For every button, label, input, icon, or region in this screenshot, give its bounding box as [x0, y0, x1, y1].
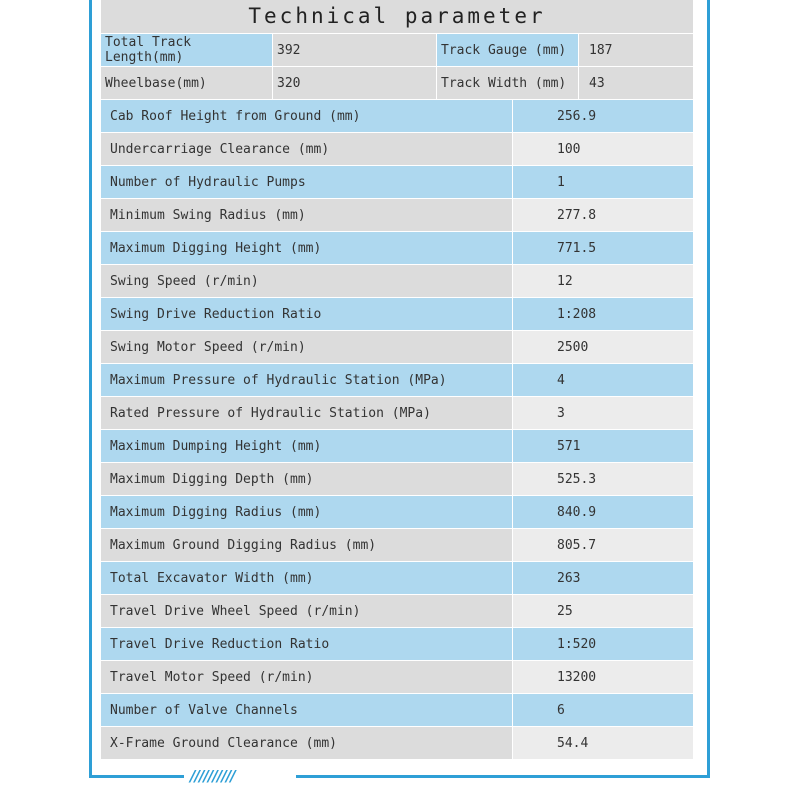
param-label: Track Gauge (mm) — [437, 34, 579, 66]
param-label: Swing Speed (r/min) — [101, 265, 513, 297]
param-value: 1:520 — [513, 628, 693, 660]
table-row — [101, 628, 693, 661]
table-row — [101, 430, 693, 463]
param-label: Total Track Length(mm) — [101, 34, 273, 66]
param-label: Minimum Swing Radius (mm) — [101, 199, 513, 231]
param-value: 43 — [589, 75, 605, 91]
header-row — [101, 34, 693, 67]
param-value: 4 — [513, 364, 693, 396]
param-value: 100 — [513, 133, 693, 165]
param-value: 6 — [513, 694, 693, 726]
table-row — [101, 199, 693, 232]
frame-right-border — [707, 0, 710, 778]
param-label: Rated Pressure of Hydraulic Station (MPa) — [101, 397, 513, 429]
param-value: 1 — [513, 166, 693, 198]
param-label: Cab Roof Height from Ground (mm) — [101, 100, 513, 132]
param-label: Maximum Dumping Height (mm) — [101, 430, 513, 462]
param-value: 392 — [273, 34, 437, 66]
table-row — [101, 463, 693, 496]
param-label: Travel Drive Reduction Ratio — [101, 628, 513, 660]
param-label: Swing Motor Speed (r/min) — [101, 331, 513, 363]
param-label: Wheelbase(mm) — [101, 67, 273, 99]
param-label: Maximum Digging Height (mm) — [101, 232, 513, 264]
frame-bottom-border-left — [89, 775, 184, 778]
param-value: 277.8 — [513, 199, 693, 231]
param-value: 187 — [579, 34, 693, 66]
frame-left-border — [89, 0, 92, 778]
param-value: 13200 — [513, 661, 693, 693]
param-label: Number of Valve Channels — [101, 694, 513, 726]
table-row — [101, 562, 693, 595]
slash-decoration: ////////// — [190, 767, 235, 785]
table-row — [101, 232, 693, 265]
param-label: Travel Drive Wheel Speed (r/min) — [101, 595, 513, 627]
table-row — [101, 133, 693, 166]
param-value: 263 — [513, 562, 693, 594]
table-row — [101, 298, 693, 331]
param-label: Maximum Digging Radius (mm) — [101, 496, 513, 528]
table-row — [101, 100, 693, 133]
param-value: 805.7 — [513, 529, 693, 561]
param-value: 840.9 — [513, 496, 693, 528]
table-row — [101, 496, 693, 529]
param-value: 525.3 — [513, 463, 693, 495]
param-label: Maximum Pressure of Hydraulic Station (MPa) — [101, 364, 513, 396]
table-row — [101, 661, 693, 694]
table-title: Technical parameter — [101, 0, 693, 34]
header-row — [101, 67, 693, 100]
param-label: Maximum Ground Digging Radius (mm) — [101, 529, 513, 561]
param-value: 12 — [513, 265, 693, 297]
param-value: 1:208 — [513, 298, 693, 330]
table-row — [101, 595, 693, 628]
param-value: 54.4 — [513, 727, 693, 759]
table-row — [101, 694, 693, 727]
param-label: Maximum Digging Depth (mm) — [101, 463, 513, 495]
table-row — [101, 397, 693, 430]
param-value: 571 — [513, 430, 693, 462]
param-value: 256.9 — [513, 100, 693, 132]
param-label: Travel Motor Speed (r/min) — [101, 661, 513, 693]
param-label: Total Excavator Width (mm) — [101, 562, 513, 594]
param-value: 771.5 — [513, 232, 693, 264]
table-row — [101, 331, 693, 364]
param-label: Track Width (mm) — [437, 67, 579, 99]
table-row — [101, 166, 693, 199]
param-value: 2500 — [513, 331, 693, 363]
param-label: X-Frame Ground Clearance (mm) — [101, 727, 513, 759]
table-row — [101, 265, 693, 298]
param-value: 3 — [513, 397, 693, 429]
param-value: 320 — [273, 67, 437, 99]
param-label: Undercarriage Clearance (mm) — [101, 133, 513, 165]
table-row — [101, 727, 693, 760]
parameter-table — [101, 0, 693, 760]
table-row — [101, 364, 693, 397]
table-row — [101, 529, 693, 562]
param-label: Number of Hydraulic Pumps — [101, 166, 513, 198]
param-label: Swing Drive Reduction Ratio — [101, 298, 513, 330]
param-value: 25 — [513, 595, 693, 627]
frame-bottom-border-right — [296, 775, 710, 778]
